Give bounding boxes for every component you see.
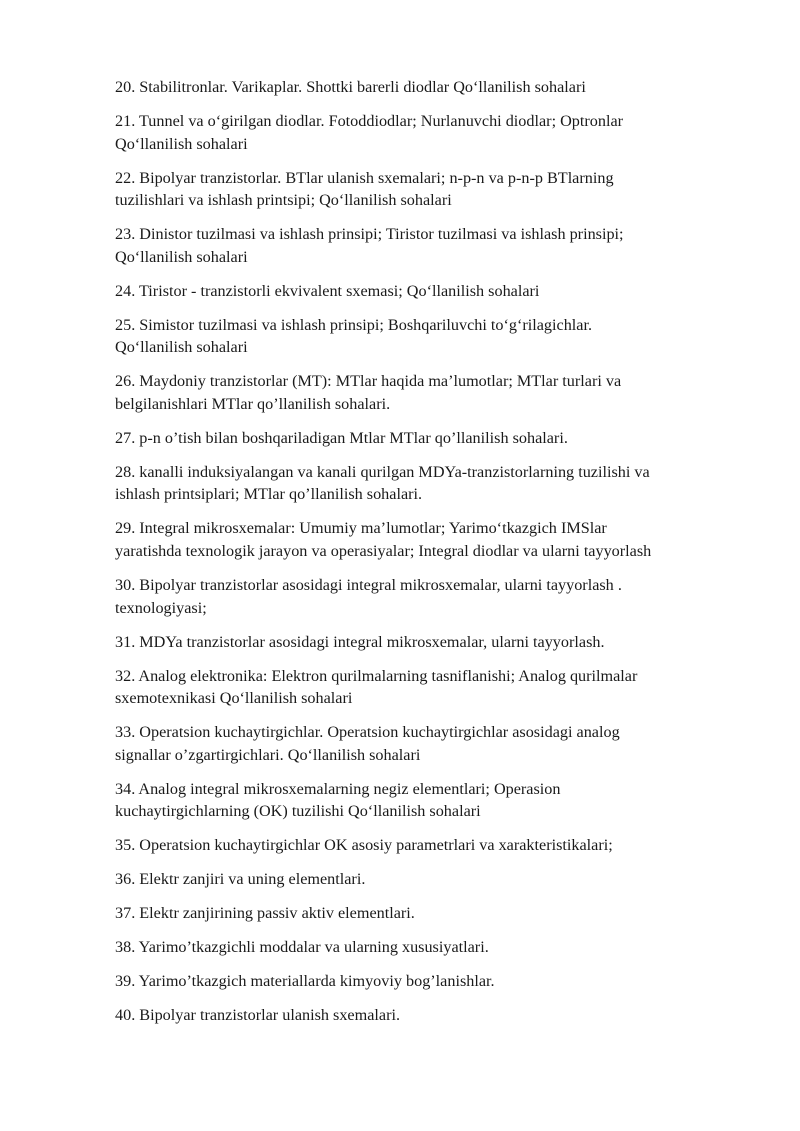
- item-line: Qo‘llanilish sohalari: [115, 338, 248, 357]
- item-line: 37. Elektr zanjirining passiv aktiv elementlari.: [115, 904, 415, 923]
- list-item: [115, 970, 745, 993]
- list-item: [115, 665, 745, 710]
- list-item: [115, 936, 745, 959]
- item-line: kuchaytirgichlarning (OK) tuzilishi Qo‘llanilish sohalari: [115, 802, 481, 821]
- item-line: 30. Bipolyar tranzistorlar asosidagi integral mikrosxemalar, ularni tayyorlash .: [115, 576, 622, 594]
- item-line: 36. Elektr zanjiri va uning elementlari.: [115, 870, 366, 889]
- item-line: 21. Tunnel va o‘girilgan diodlar. Fotoddiodlar; Nurlanuvchi diodlar; Optronlar: [115, 111, 624, 130]
- list-item: [115, 76, 745, 99]
- list-item: [115, 314, 745, 359]
- item-line: 20. Stabilitronlar. Varikaplar. Shottki barerli diodlar Qo‘llanilish sohalari: [115, 78, 586, 96]
- item-line: yaratishda texnologik jarayon va operasiyalar; Integral diodlar va ularni tayyorlash: [115, 542, 652, 561]
- item-line: 29. Integral mikrosxemalar: Umumiy ma’lumotlar; Yarimo‘tkazgich IMSlar: [115, 519, 607, 538]
- list-item: [115, 631, 745, 654]
- item-line: 24. Tiristor - tranzistorli ekvivalent sxemasi; Qo‘llanilish sohalari: [115, 281, 540, 300]
- item-line: tuzilishlari va ishlash printsipi; Qo‘llanilish sohalari: [115, 191, 452, 210]
- item-line: 27. p-n o’tish bilan boshqariladigan Mtlar MTlar qo’llanilish sohalari.: [115, 428, 568, 447]
- list-item: [115, 370, 745, 415]
- list-item: [115, 167, 745, 212]
- item-line: Qo‘llanilish sohalari: [115, 134, 248, 153]
- list-item: [115, 574, 745, 619]
- list-item: [115, 517, 745, 562]
- item-line: 22. Bipolyar tranzistorlar. BTlar ulanish sxemalari; n-p-n va p-n-p BTlarning: [115, 168, 614, 187]
- list-item: [115, 902, 745, 925]
- list-item: [115, 834, 745, 857]
- question-list: [115, 76, 745, 1038]
- list-item: [115, 868, 745, 891]
- list-item: [115, 223, 745, 268]
- item-line: 26. Maydoniy tranzistorlar (MT): MTlar haqida ma’lumotlar; MTlar turlari va: [115, 372, 622, 391]
- item-line: 34. Analog integral mikrosxemalarning negiz elementlari; Operasion: [115, 779, 561, 798]
- list-item: [115, 461, 745, 506]
- item-line: Qo‘llanilish sohalari: [115, 247, 248, 266]
- item-line: 35. Operatsion kuchaytirgichlar OK asosiy parametrlari va xarakteristikalari;: [115, 836, 613, 855]
- list-item: [115, 1004, 745, 1027]
- item-line: 23. Dinistor tuzilmasi va ishlash prinsipi; Tiristor tuzilmasi va ishlash prinsipi;: [115, 225, 624, 244]
- item-line: 38. Yarimo’tkazgichli moddalar va ularning xususiyatlari.: [115, 938, 489, 957]
- item-line: 40. Bipolyar tranzistorlar ulanish sxemalari.: [115, 1006, 401, 1025]
- item-line: sxemotexnikasi Qo‘llanilish sohalari: [115, 689, 353, 708]
- item-line: signallar o’zgartirgichlari. Qo‘llanilish sohalari: [115, 745, 421, 764]
- item-line: texnologiyasi;: [115, 598, 207, 617]
- item-line: 28. kanalli induksiyalangan va kanali qurilgan MDYa-tranzistorlarning tuzilishi va: [115, 462, 650, 481]
- item-line: ishlash printsiplari; MTlar qo’llanilish sohalari.: [115, 485, 423, 504]
- list-item: [115, 110, 745, 155]
- item-line: 39. Yarimo’tkazgich materiallarda kimyoviy bog’lanishlar.: [115, 972, 495, 991]
- list-item: [115, 427, 745, 450]
- item-line: 31. MDYa tranzistorlar asosidagi integral mikrosxemalar, ularni tayyorlash.: [115, 632, 605, 651]
- item-line: 33. Operatsion kuchaytirgichlar. Operatsion kuchaytirgichlar asosidagi analog: [115, 723, 620, 742]
- list-item: [115, 721, 745, 766]
- item-line: 25. Simistor tuzilmasi va ishlash prinsipi; Boshqariluvchi to‘g‘rilagichlar.: [115, 315, 593, 334]
- list-item: [115, 280, 745, 303]
- item-line: belgilanishlari MTlar qo’llanilish sohalari.: [115, 394, 391, 413]
- list-item: [115, 778, 745, 823]
- item-line: 32. Analog elektronika: Elektron qurilmalarning tasniflanishi; Analog qurilmalar: [115, 666, 638, 685]
